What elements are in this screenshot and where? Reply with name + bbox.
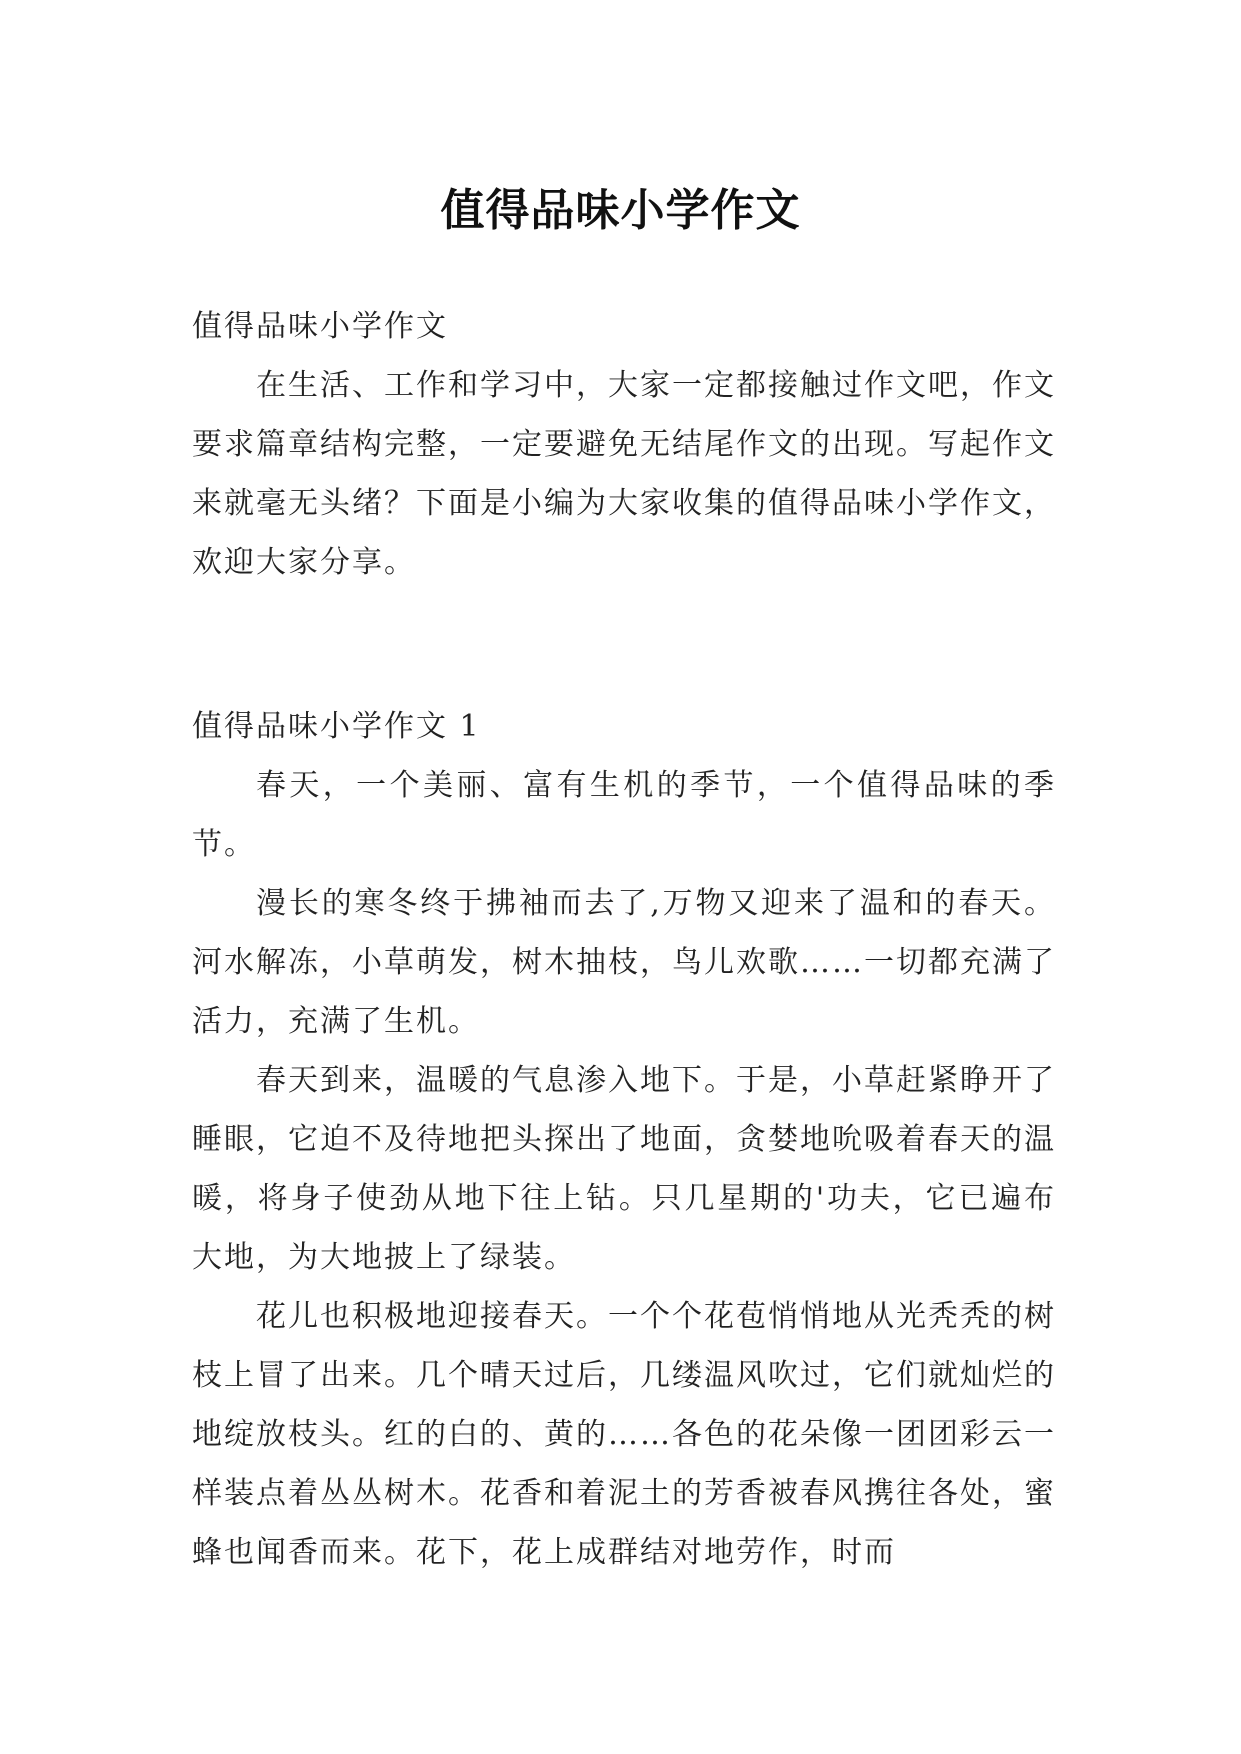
document-title: 值得品味小学作文 bbox=[440, 185, 801, 237]
essay-1-paragraph: 花儿也积极地迎接春天。一个个花苞悄悄地从光秃秃的树枝上冒了出来。几个晴天过后，几缕温风吹过，它们就灿烂的地绽放枝头。红的白的、黄的……各色的花朵像一团团彩云一样装点着丛丛树木。花香和着泥土的芳香被春风携往各处，蜜蜂也闻香而来。花下，花上成群结对地劳作，时而 bbox=[192, 1299, 1056, 1570]
essay-1-paragraph: 春天到来，温暖的气息渗入地下。于是，小草赶紧睁开了睡眼，它迫不及待地把头探出了地面，贪婪地吮吸着春天的温暖，将身子使劲从地下往上钻。只几星期的'功夫，它已遍布大地，为大地披上了绿装。 bbox=[192, 1063, 1056, 1275]
essay-1-paragraph: 漫长的寒冬终于拂袖而去了,万物又迎来了温和的春天。河水解冻，小草萌发，树木抽枝，鸟儿欢歌……一切都充满了活力，充满了生机。 bbox=[192, 886, 1056, 1039]
intro-heading: 值得品味小学作文 bbox=[192, 309, 448, 344]
essay-1-heading: 值得品味小学作文 1 bbox=[192, 709, 481, 744]
intro-paragraph: 在生活、工作和学习中，大家一定都接触过作文吧，作文要求篇章结构完整，一定要避免无结尾作文的出现。写起作文来就毫无头绪？下面是小编为大家收集的值得品味小学作文，欢迎大家分享。 bbox=[192, 368, 1056, 580]
essay-1-paragraph: 春天，一个美丽、富有生机的季节，一个值得品味的季节。 bbox=[192, 768, 1056, 862]
essay-1-section bbox=[192, 697, 1056, 1582]
intro-section bbox=[192, 297, 1056, 592]
